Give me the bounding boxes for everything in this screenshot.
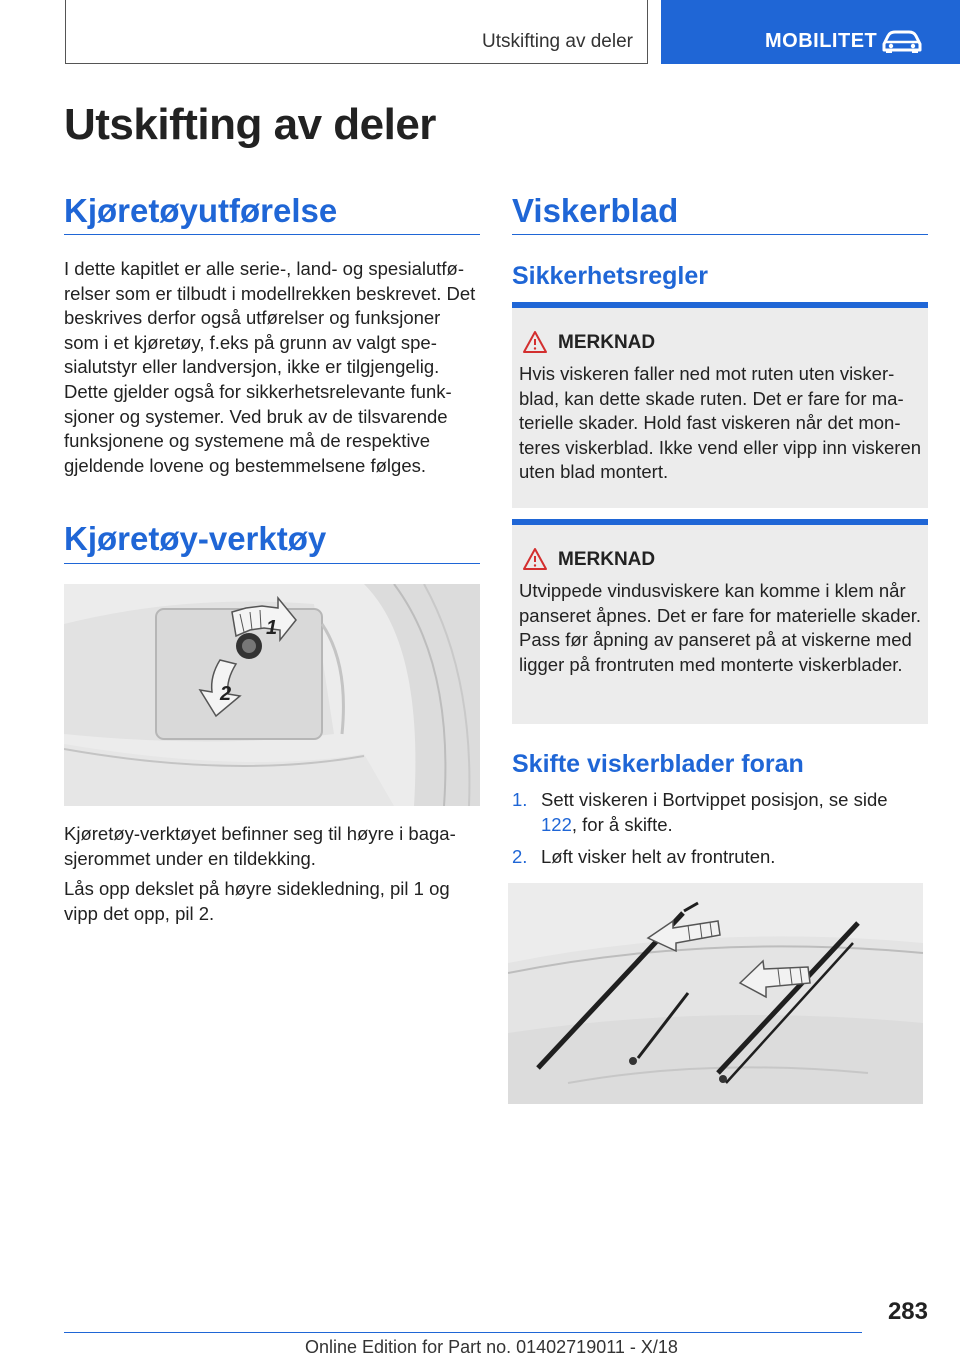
vehicle-tools-text-1: Kjøretøy-verktøyet befinner seg til høyre i bagasjerommet under en tildekking. — [64, 823, 456, 869]
notice-text: Hvis viskeren faller ned mot ruten uten viskerblad, kan dette skade ruten. Det er fare for materielle skader. Hold fast viskeren når det monteres viskerblad. Ikke vend eller vipp inn viskeren uten blad montert. — [519, 363, 922, 483]
edition-note: Online Edition for Part no. 01402719011 - X/18 — [305, 1337, 678, 1357]
breadcrumb — [65, 0, 648, 64]
heading-rule — [512, 234, 928, 235]
subheading-change-front-wipers: Skifte viskerblader foran — [512, 750, 804, 778]
notice-box — [512, 519, 928, 724]
page-title: Utskifting av deler — [64, 100, 436, 149]
breadcrumb-label: Utskifting av deler — [481, 31, 633, 52]
warning-triangle-icon — [522, 330, 548, 354]
section-tab-label: MOBILITET — [765, 30, 878, 52]
notice-title: MERKNAD — [558, 332, 656, 353]
vehicle-tools-text-2: Lås opp dekslet på høyre sidekledning, pil 1 og vipp det opp, pil 2. — [64, 878, 450, 924]
heading-rule — [64, 563, 480, 564]
step-text: Løft visker helt av frontruten. — [541, 846, 776, 867]
notice-box — [512, 302, 928, 508]
page-link[interactable]: 122 — [541, 813, 572, 835]
warning-triangle-icon — [522, 547, 548, 571]
list-item — [512, 788, 928, 838]
section-heading-vehicle-equipment: Kjøretøyutførelse — [64, 192, 338, 229]
svg-text:2: 2 — [220, 683, 232, 705]
vehicle-equipment-text: I dette kapitlet er alle serie-, land- og spesialutførelser som er tilbudt i modellrekken beskrevet. Det beskrives derfor også utførelser og funksjoner som i et kjøretøy, f.eks på grunn av valgt spesialutstyr eller landversjon, ikke er tilgjengelig. Dette gjelder også for sikkerhetsrelevante funksjoner og systemer. Ved bruk av de tilsvarende funksjonene og systemene må de respektive gjeldende lovene og bestemmelsene følges. — [64, 258, 476, 476]
step-number: 1. — [512, 789, 528, 810]
svg-text:1: 1 — [266, 617, 278, 639]
section-heading-wiper-blades: Viskerblad — [512, 192, 679, 229]
step-text-part: Sett viskeren i Bortvippet posisjon, se side — [541, 789, 888, 810]
notice-text: Utvippede vindusviskere kan komme i klem når panseret åpnes. Det er fare for materielle skader. Pass før åpning av panseret på at viskerne med ligger på frontruten med monterte viskerblader. — [519, 580, 922, 675]
trunk-tool-illustration — [64, 584, 480, 806]
footer-rule — [64, 1332, 862, 1333]
step-number: 2. — [512, 846, 528, 867]
heading-rule — [64, 234, 480, 235]
step-text-part: , for å skifte. — [571, 813, 673, 835]
step-text — [541, 788, 921, 837]
car-icon — [880, 28, 924, 54]
list-item — [512, 845, 928, 870]
notice-title: MERKNAD — [558, 549, 656, 570]
section-heading-vehicle-tools: Kjøretøy-verktøy — [64, 520, 327, 557]
subheading-safety-rules: Sikkerhetsregler — [512, 262, 708, 290]
windshield-wiper-illustration — [508, 883, 923, 1104]
page-number: 283 — [887, 1298, 928, 1325]
